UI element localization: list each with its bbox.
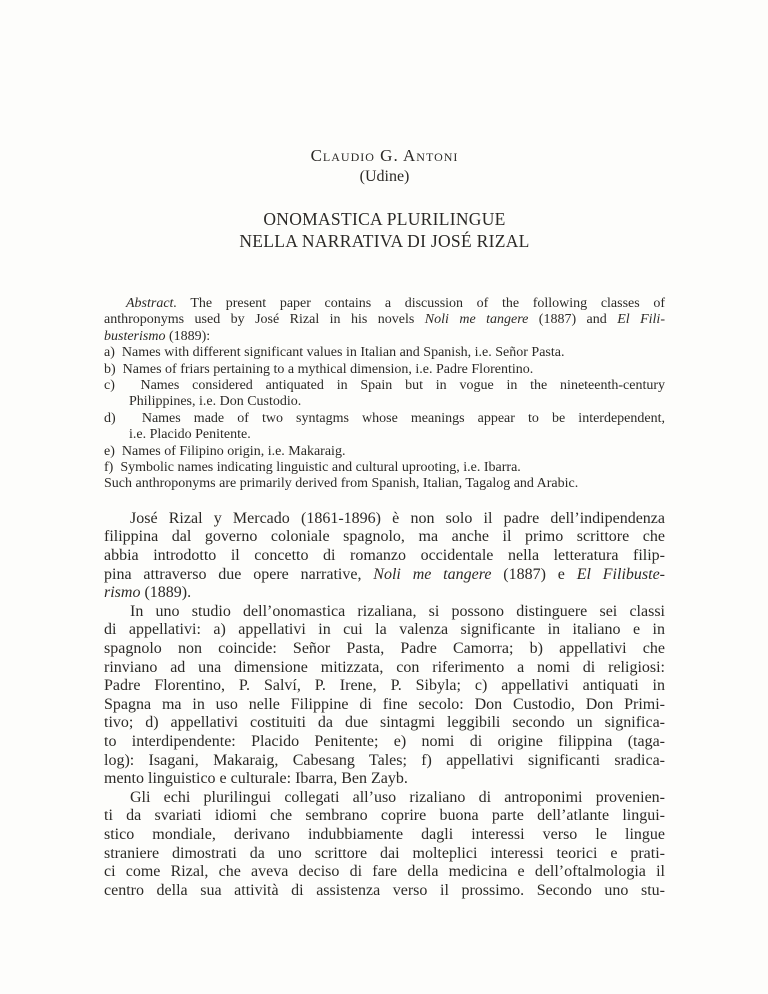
text-block [104,145,665,900]
text-line: rinviano ad una dimensione mitizzata, con riferimento a nomi di religiosi: [104,658,665,676]
text-line: ti da svariati idiomi che sembrano coprire buona parte dell’atlante lingui- [104,807,665,825]
paper-title [104,209,665,252]
text-line: f) Symbolic names indicating linguistic and cultural uprooting, i.e. Ibarra. [104,460,521,476]
text-line: Spagna ma in uso nelle Filippine di fine secolo: Don Custodio, Don Primi- [104,695,665,713]
text-line: Philippines, i.e. Don Custodio. [129,394,302,410]
text-line: tivo; d) appellativi costituiti da due sintagmi leggibili secondo un significa- [104,714,665,732]
text-line: i.e. Placido Penitente. [129,427,251,443]
author-name: Claudio G. Antoni [310,146,459,165]
abstract-section [104,296,665,493]
text-line: Such anthroponyms are primarily derived from Spanish, Italian, Tagalog and Arabic. [104,476,579,492]
text-line: e) Names of Filipino origin, i.e. Makaraig. [104,443,346,459]
text-line: d) Names made of two syntagms whose meanings appear to be interdependent, [104,410,665,426]
body-text-section [104,510,665,900]
text-line: abbia introdotto il concetto di romanzo occidentale nella letteratura filip- [104,547,665,565]
text-line: ci come Rizal, che aveva deciso di fare della medicina e dell’oftalmologia il [104,863,665,881]
text-line: a) Names with different significant values in Italian and Spanish, i.e. Señor Pasta. [104,345,565,361]
author-affiliation: (Udine) [359,168,410,185]
text-line: busterismo (1889): [104,328,211,344]
text-line: di appellativi: a) appellativi in cui la valenza significante in italiano e in [104,621,665,639]
paper-title-line-2: NELLA NARRATIVA DI JOSÉ RIZAL [239,230,530,251]
text-line: centro della sua attività di assistenza verso il prossimo. Secondo uno stu- [104,881,665,899]
text-line: spagnolo non coincide: Señor Pasta, Padre Camorra; b) appellativi che [104,640,665,658]
text-line: mento linguistico e culturale: Ibarra, Ben Zayb. [104,770,408,788]
text-line: rismo (1889). [104,584,192,602]
text-line: straniere dimostrati da uno scrittore dai molteplici interessi teorici e prati- [104,844,665,862]
text-line: Padre Florentino, P. Salví, P. Irene, P. Sibyla; c) appellativi antiquati in [104,677,665,695]
text-line: filippina dal governo coloniale spagnolo, ma anche il primo scrittore che [104,528,665,546]
text-line: anthroponyms used by José Rizal in his novels Noli me tangere (1887) and El Fili- [104,312,665,328]
text-line: Gli echi plurilingui collegati all’uso rizaliano di antroponimi provenien- [130,788,665,806]
text-line: In uno studio dell’onomastica rizaliana, si possono distinguere sei classi [130,602,665,620]
text-line: log): Isagani, Makaraig, Cabesang Tales; f) appellativi significanti sradica- [104,751,665,769]
paper-title-line-1: ONOMASTICA PLURILINGUE [263,209,506,229]
text-line: pina attraverso due opere narrative, Noli me tangere (1887) e El Filibuste- [104,565,665,583]
text-line: stico mondiale, derivano indubbiamente dagli interessi verso le lingue [104,825,665,843]
text-line: Abstract. The present paper contains a discussion of the following classes of [126,296,665,311]
text-line: c) Names considered antiquated in Spain but in vogue in the nineteenth-century [104,378,665,394]
text-line: b) Names of friars pertaining to a mythical dimension, i.e. Padre Florentino. [104,361,534,377]
text-line: to interdipendente: Placido Penitente; e) nomi di origine filippina (taga- [104,733,665,750]
text-line: José Rizal y Mercado (1861-1896) è non solo il padre dell’indipendenza [130,509,665,527]
